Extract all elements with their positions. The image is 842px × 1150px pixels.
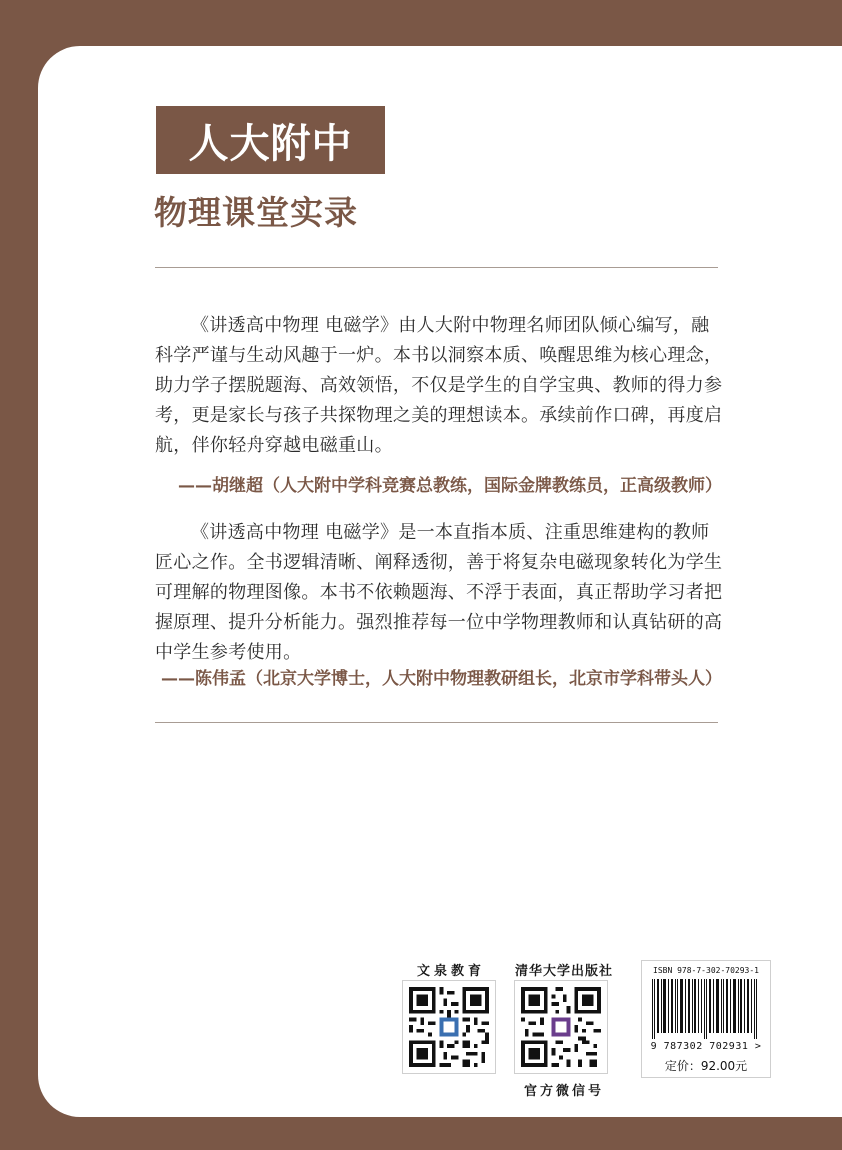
divider-bottom [155,722,718,723]
series-title: 人大附中 [156,106,385,174]
qr-left-label: 文泉教育 [416,964,485,979]
qr-right-caption: 官方微信号 [523,1084,604,1099]
series-subtitle: 物理课堂实录 [154,193,358,232]
barcode-digits: 9 787302 702931 > [650,1041,762,1052]
barcode-icon [650,979,762,1039]
qr-code-left-icon [409,987,489,1067]
divider-top [155,267,718,268]
qr-right-label: 清华大学出版社 [514,964,613,979]
qr-code-right-icon [521,987,601,1067]
review-2-text: 《讲透高中物理 电磁学》是一本直指本质、注重思维建构的教师匠心之作。全书逻辑清晰、阐释透彻，善于将复杂电磁现象转化为学生可理解的物理图像。本书不依赖题海、不浮于表面，真正帮助学习者把握原理、提升分析能力。强烈推荐每一位中学物理教师和认真钻研的高中学生参考使用。 [155,522,723,663]
isbn-barcode-box [641,960,771,1078]
review-2-signature: ——陈伟孟（北京大学博士，人大附中物理教研组长，北京市学科带头人） [161,669,722,689]
review-1-text: 《讲透高中物理 电磁学》由人大附中物理名师团队倾心编写，融科学严谨与生动风趣于一炉。本书以洞察本质、唤醒思维为核心理念，助力学子摆脱题海、高效领悟，不仅是学生的自学宝典、教师的得力参考，更是家长与孩子共探物理之美的理想读本。承续前作口碑，再度启航，伴你轻舟穿越电磁重山。 [155,315,723,456]
review-1-signature: ——胡继超（人大附中学科竞赛总教练，国际金牌教练员，正高级教师） [178,476,722,496]
isbn-text: ISBN 978-7-302-70293-1 [653,966,759,975]
price-label: 定价：92.00元 [664,1059,748,1073]
qr-code-left[interactable] [402,980,496,1074]
qr-code-right[interactable] [514,980,608,1074]
